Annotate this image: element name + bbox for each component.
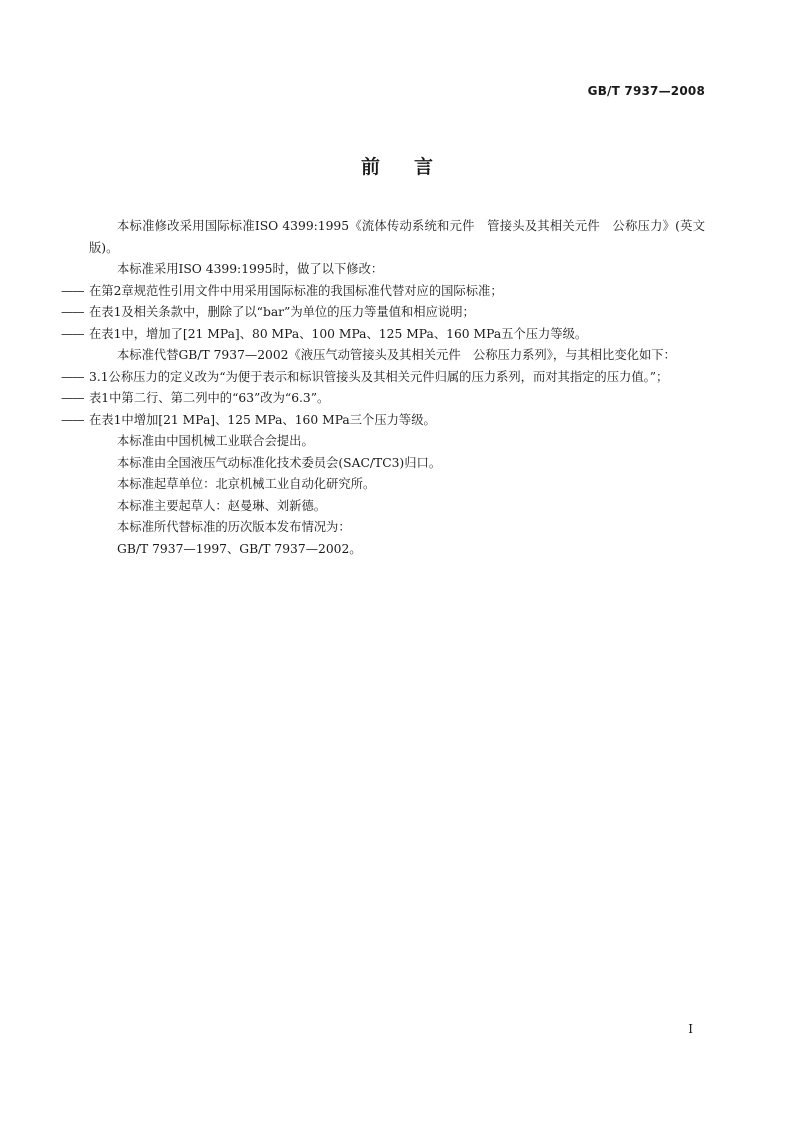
list-item	[61, 324, 705, 346]
foreword-body	[61, 216, 705, 560]
paragraph-proposer: 本标准由中国机械工业联合会提出。	[117, 434, 314, 448]
paragraph-drafting-unit: 本标准起草单位：北京机械工业自动化研究所。	[117, 477, 376, 491]
list-item-text: 在第2章规范性引用文件中用采用国际标准的我国标准代替对应的国际标准；	[89, 283, 503, 298]
page-number: I	[688, 1022, 693, 1036]
list-item	[61, 410, 705, 432]
paragraph-adoption: 本标准修改采用国际标准ISO 4399:1995《流体传动系统和元件 管接头及其相关元件 公称压力》(英文版)。	[89, 219, 705, 255]
dash-marker: ——	[61, 369, 84, 384]
dash-marker: ——	[61, 391, 84, 405]
page-title: 前言	[360, 156, 467, 178]
list-item	[61, 367, 705, 389]
dash-marker: ——	[61, 305, 84, 319]
paragraph-technical-committee: 本标准由全国液压气动标准化技术委员会(SAC/TC3)归口。	[117, 455, 442, 470]
list-item-text: 3.1公称压力的定义改为“为便于表示和标识管接头及其相关元件归属的压力系列，而对其指定的压力值。”；	[89, 369, 669, 384]
list-item	[61, 281, 705, 303]
paragraph-history-intro: 本标准所代替标准的历次版本发布情况为：	[117, 520, 351, 534]
list-item-text: 在表1中增加[21 MPa]、125 MPa、160 MPa三个压力等级。	[89, 412, 436, 427]
dash-marker: ——	[61, 412, 84, 427]
list-item-text: 在表1及相关条款中，删除了以“bar”为单位的压力等量值和相应说明；	[89, 305, 475, 319]
list-item-text: 在表1中，增加了[21 MPa]、80 MPa、100 MPa、125 MPa、160 MPa五个压力等级。	[89, 326, 588, 341]
list-item	[61, 388, 705, 410]
list-item-text: 表1中第二行、第二列中的“63”改为“6.3”。	[89, 391, 330, 405]
paragraph-modifications-intro: 本标准采用ISO 4399:1995时，做了以下修改：	[117, 262, 384, 276]
standard-code: GB/T 7937—2008	[587, 84, 705, 98]
paragraph-history-versions: GB/T 7937—1997、GB/T 7937—2002。	[117, 541, 362, 556]
dash-marker: ——	[61, 283, 84, 298]
dash-marker: ——	[61, 326, 84, 341]
paragraph-supersedes: 本标准代替GB/T 7937—2002《液压气动管接头及其相关元件 公称压力系列》，与其相比变化如下：	[117, 348, 676, 362]
paragraph-drafters: 本标准主要起草人：赵曼琳、刘新德。	[117, 498, 327, 513]
list-item	[61, 302, 705, 324]
